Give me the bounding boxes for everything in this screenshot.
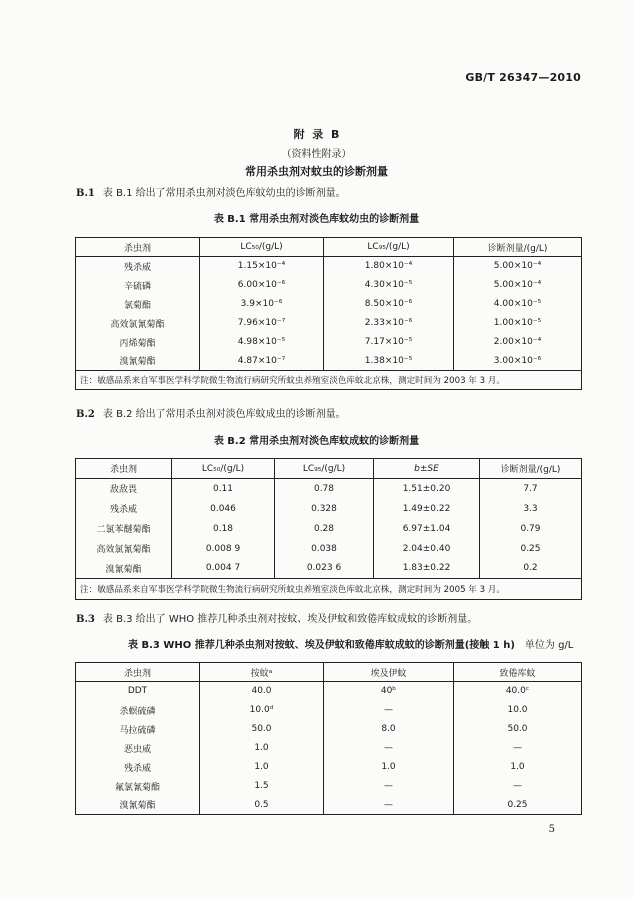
- table-cell: 溴氰菊酯: [76, 559, 172, 579]
- table-note: 注：敏感品系来自军事医学科学院微生物流行病研究所蚊虫养殖室淡色库蚊北京株，测定时间为 2003 年 3 月。: [76, 371, 582, 390]
- table-cell: 10.0ᵈ: [200, 701, 324, 720]
- section-text: 表 B.2 给出了常用杀虫剂对淡色库蚊成虫的诊断剂量。: [102, 409, 346, 420]
- table-cell: 7.96×10⁻⁷: [200, 314, 324, 333]
- table-cell: 40.0ᶜ: [454, 682, 582, 701]
- table-cell: 4.00×10⁻⁵: [454, 295, 582, 314]
- section-b3: [76, 610, 477, 625]
- table-cell: —: [324, 777, 454, 796]
- table-cell: —: [454, 739, 582, 758]
- column-header: 杀虫剂: [76, 663, 200, 682]
- table2-caption: 表 B.2 常用杀虫剂对淡色库蚊成蚊的诊断剂量: [213, 436, 420, 447]
- table-cell: 0.004 7: [172, 559, 275, 579]
- column-header: 致倦库蚊: [454, 663, 582, 682]
- column-header: LC₉₅/(g/L): [275, 459, 374, 479]
- table-row: [76, 499, 582, 519]
- table-row: [76, 739, 582, 758]
- table-row: [76, 539, 582, 559]
- table-cell: —: [324, 739, 454, 758]
- table-cell: 7.7: [480, 479, 582, 499]
- table-row: [76, 758, 582, 777]
- table-cell: 残杀威: [76, 257, 200, 276]
- table-cell: 0.5: [200, 796, 324, 815]
- table3-caption-line: [128, 636, 573, 651]
- table-cell: 1.49±0.22: [374, 499, 480, 519]
- table-cell: 4.87×10⁻⁷: [200, 352, 324, 371]
- table-cell: 2.04±0.40: [374, 539, 480, 559]
- column-header: 诊断剂量/(g/L): [480, 459, 582, 479]
- column-header: 杀虫剂: [76, 238, 200, 257]
- table1-caption: 表 B.1 常用杀虫剂对淡色库蚊幼虫的诊断剂量: [213, 214, 420, 225]
- column-header: 埃及伊蚊: [324, 663, 454, 682]
- section-number: B.3: [76, 614, 95, 625]
- table-cell: 50.0: [454, 720, 582, 739]
- table3-unit: 单位为 g/L: [524, 640, 574, 651]
- table-b3: [75, 662, 582, 815]
- table-row: [76, 257, 582, 276]
- page-number: 5: [548, 824, 555, 835]
- table-cell: 2.00×10⁻⁴: [454, 333, 582, 352]
- table-row: [76, 314, 582, 333]
- table-cell: 0.18: [172, 519, 275, 539]
- section-b1: [76, 184, 346, 199]
- column-header: LC₉₅/(g/L): [324, 238, 454, 257]
- table-cell: 0.28: [275, 519, 374, 539]
- table-cell: 0.023 6: [275, 559, 374, 579]
- table-cell: 1.0: [200, 758, 324, 777]
- table-b2: [75, 458, 582, 600]
- table-cell: 高效氯氰菊酯: [76, 539, 172, 559]
- table-cell: 6.00×10⁻⁶: [200, 276, 324, 295]
- table-cell: 0.11: [172, 479, 275, 499]
- table-row: [76, 777, 582, 796]
- section-text: 表 B.1 给出了常用杀虫剂对淡色库蚊幼虫的诊断剂量。: [102, 188, 346, 199]
- table-note: 注：敏感品系来自军事医学科学院微生物流行病研究所蚊虫养殖室淡色库蚊北京株，测定时间为 2005 年 3 月。: [76, 579, 582, 600]
- table-cell: 40ᵇ: [324, 682, 454, 701]
- appendix-subtitle: （资料性附录）: [281, 149, 352, 160]
- table-b1: [75, 237, 582, 390]
- table-cell: 1.51±0.20: [374, 479, 480, 499]
- table-cell: 0.328: [275, 499, 374, 519]
- table-cell: 2.33×10⁻⁶: [324, 314, 454, 333]
- table-cell: 0.046: [172, 499, 275, 519]
- table-cell: 7.17×10⁻⁵: [324, 333, 454, 352]
- table-cell: 0.78: [275, 479, 374, 499]
- table-cell: 5.00×10⁻⁴: [454, 276, 582, 295]
- table-cell: 1.80×10⁻⁴: [324, 257, 454, 276]
- section-b2: [76, 405, 346, 420]
- table-cell: DDT: [76, 682, 200, 701]
- table-cell: —: [324, 796, 454, 815]
- table-cell: 1.83±0.22: [374, 559, 480, 579]
- table-row: [76, 479, 582, 499]
- table-cell: 3.3: [480, 499, 582, 519]
- table-cell: 残杀威: [76, 758, 200, 777]
- table-cell: 高效氯氰菊酯: [76, 314, 200, 333]
- table-cell: 0.79: [480, 519, 582, 539]
- table-cell: 1.0: [324, 758, 454, 777]
- table-cell: 残杀威: [76, 499, 172, 519]
- table-cell: 0.008 9: [172, 539, 275, 559]
- table-cell: 40.0: [200, 682, 324, 701]
- table-row: [76, 720, 582, 739]
- table-cell: 4.98×10⁻⁵: [200, 333, 324, 352]
- table-cell: 1.0: [200, 739, 324, 758]
- column-header: 诊断剂量/(g/L): [454, 238, 582, 257]
- section-number: B.2: [76, 409, 95, 420]
- table-row: [76, 519, 582, 539]
- table-cell: 0.25: [454, 796, 582, 815]
- appendix-title: 附 录 B: [293, 128, 340, 141]
- table-cell: 10.0: [454, 701, 582, 720]
- table-cell: 3.9×10⁻⁶: [200, 295, 324, 314]
- table-cell: 敌敌畏: [76, 479, 172, 499]
- table-cell: 辛硫磷: [76, 276, 200, 295]
- table-row: [76, 796, 582, 815]
- standard-code: GB/T 26347—2010: [465, 71, 581, 84]
- column-header: LC₅₀/(g/L): [200, 238, 324, 257]
- table-cell: 0.038: [275, 539, 374, 559]
- table-cell: —: [324, 701, 454, 720]
- column-header: 按蚊ᵃ: [200, 663, 324, 682]
- table-cell: 1.38×10⁻⁵: [324, 352, 454, 371]
- table-cell: —: [454, 777, 582, 796]
- table-row: [76, 559, 582, 579]
- appendix-heading: 常用杀虫剂对蚊虫的诊断剂量: [245, 165, 388, 178]
- table-row: [76, 701, 582, 720]
- table-cell: 50.0: [200, 720, 324, 739]
- table-cell: 0.25: [480, 539, 582, 559]
- table-cell: 1.00×10⁻⁵: [454, 314, 582, 333]
- table-cell: 6.97±1.04: [374, 519, 480, 539]
- table-cell: 5.00×10⁻⁴: [454, 257, 582, 276]
- section-text: 表 B.3 给出了 WHO 推荐几种杀虫剂对按蚊、埃及伊蚊和致倦库蚊成蚊的诊断剂量。: [102, 614, 478, 625]
- table-cell: 溴氰菊酯: [76, 352, 200, 371]
- table3-caption: 表 B.3 WHO 推荐几种杀虫剂对按蚊、埃及伊蚊和致倦库蚊成蚊的诊断剂量(接触 1 h): [128, 640, 515, 651]
- column-header: b±SE: [374, 459, 480, 479]
- table-cell: 4.30×10⁻⁵: [324, 276, 454, 295]
- table-cell: 1.15×10⁻⁴: [200, 257, 324, 276]
- table-cell: 杀螟硫磷: [76, 701, 200, 720]
- table-row: [76, 682, 582, 701]
- table-cell: 恶虫威: [76, 739, 200, 758]
- table-cell: 0.2: [480, 559, 582, 579]
- table-row: [76, 276, 582, 295]
- table-cell: 氯菊酯: [76, 295, 200, 314]
- column-header: LC₅₀/(g/L): [172, 459, 275, 479]
- table-cell: 丙烯菊酯: [76, 333, 200, 352]
- table-row: [76, 333, 582, 352]
- table-cell: 1.5: [200, 777, 324, 796]
- column-header: 杀虫剂: [76, 459, 172, 479]
- table-cell: 溴氰菊酯: [76, 796, 200, 815]
- table-cell: 二氯苯醚菊酯: [76, 519, 172, 539]
- table-cell: 氟氯氰菊酯: [76, 777, 200, 796]
- table-row: [76, 295, 582, 314]
- section-number: B.1: [76, 188, 95, 199]
- table-cell: 3.00×10⁻⁶: [454, 352, 582, 371]
- table-cell: 8.50×10⁻⁶: [324, 295, 454, 314]
- table-cell: 1.0: [454, 758, 582, 777]
- table-cell: 8.0: [324, 720, 454, 739]
- table-row: [76, 352, 582, 371]
- table-cell: 马拉硫磷: [76, 720, 200, 739]
